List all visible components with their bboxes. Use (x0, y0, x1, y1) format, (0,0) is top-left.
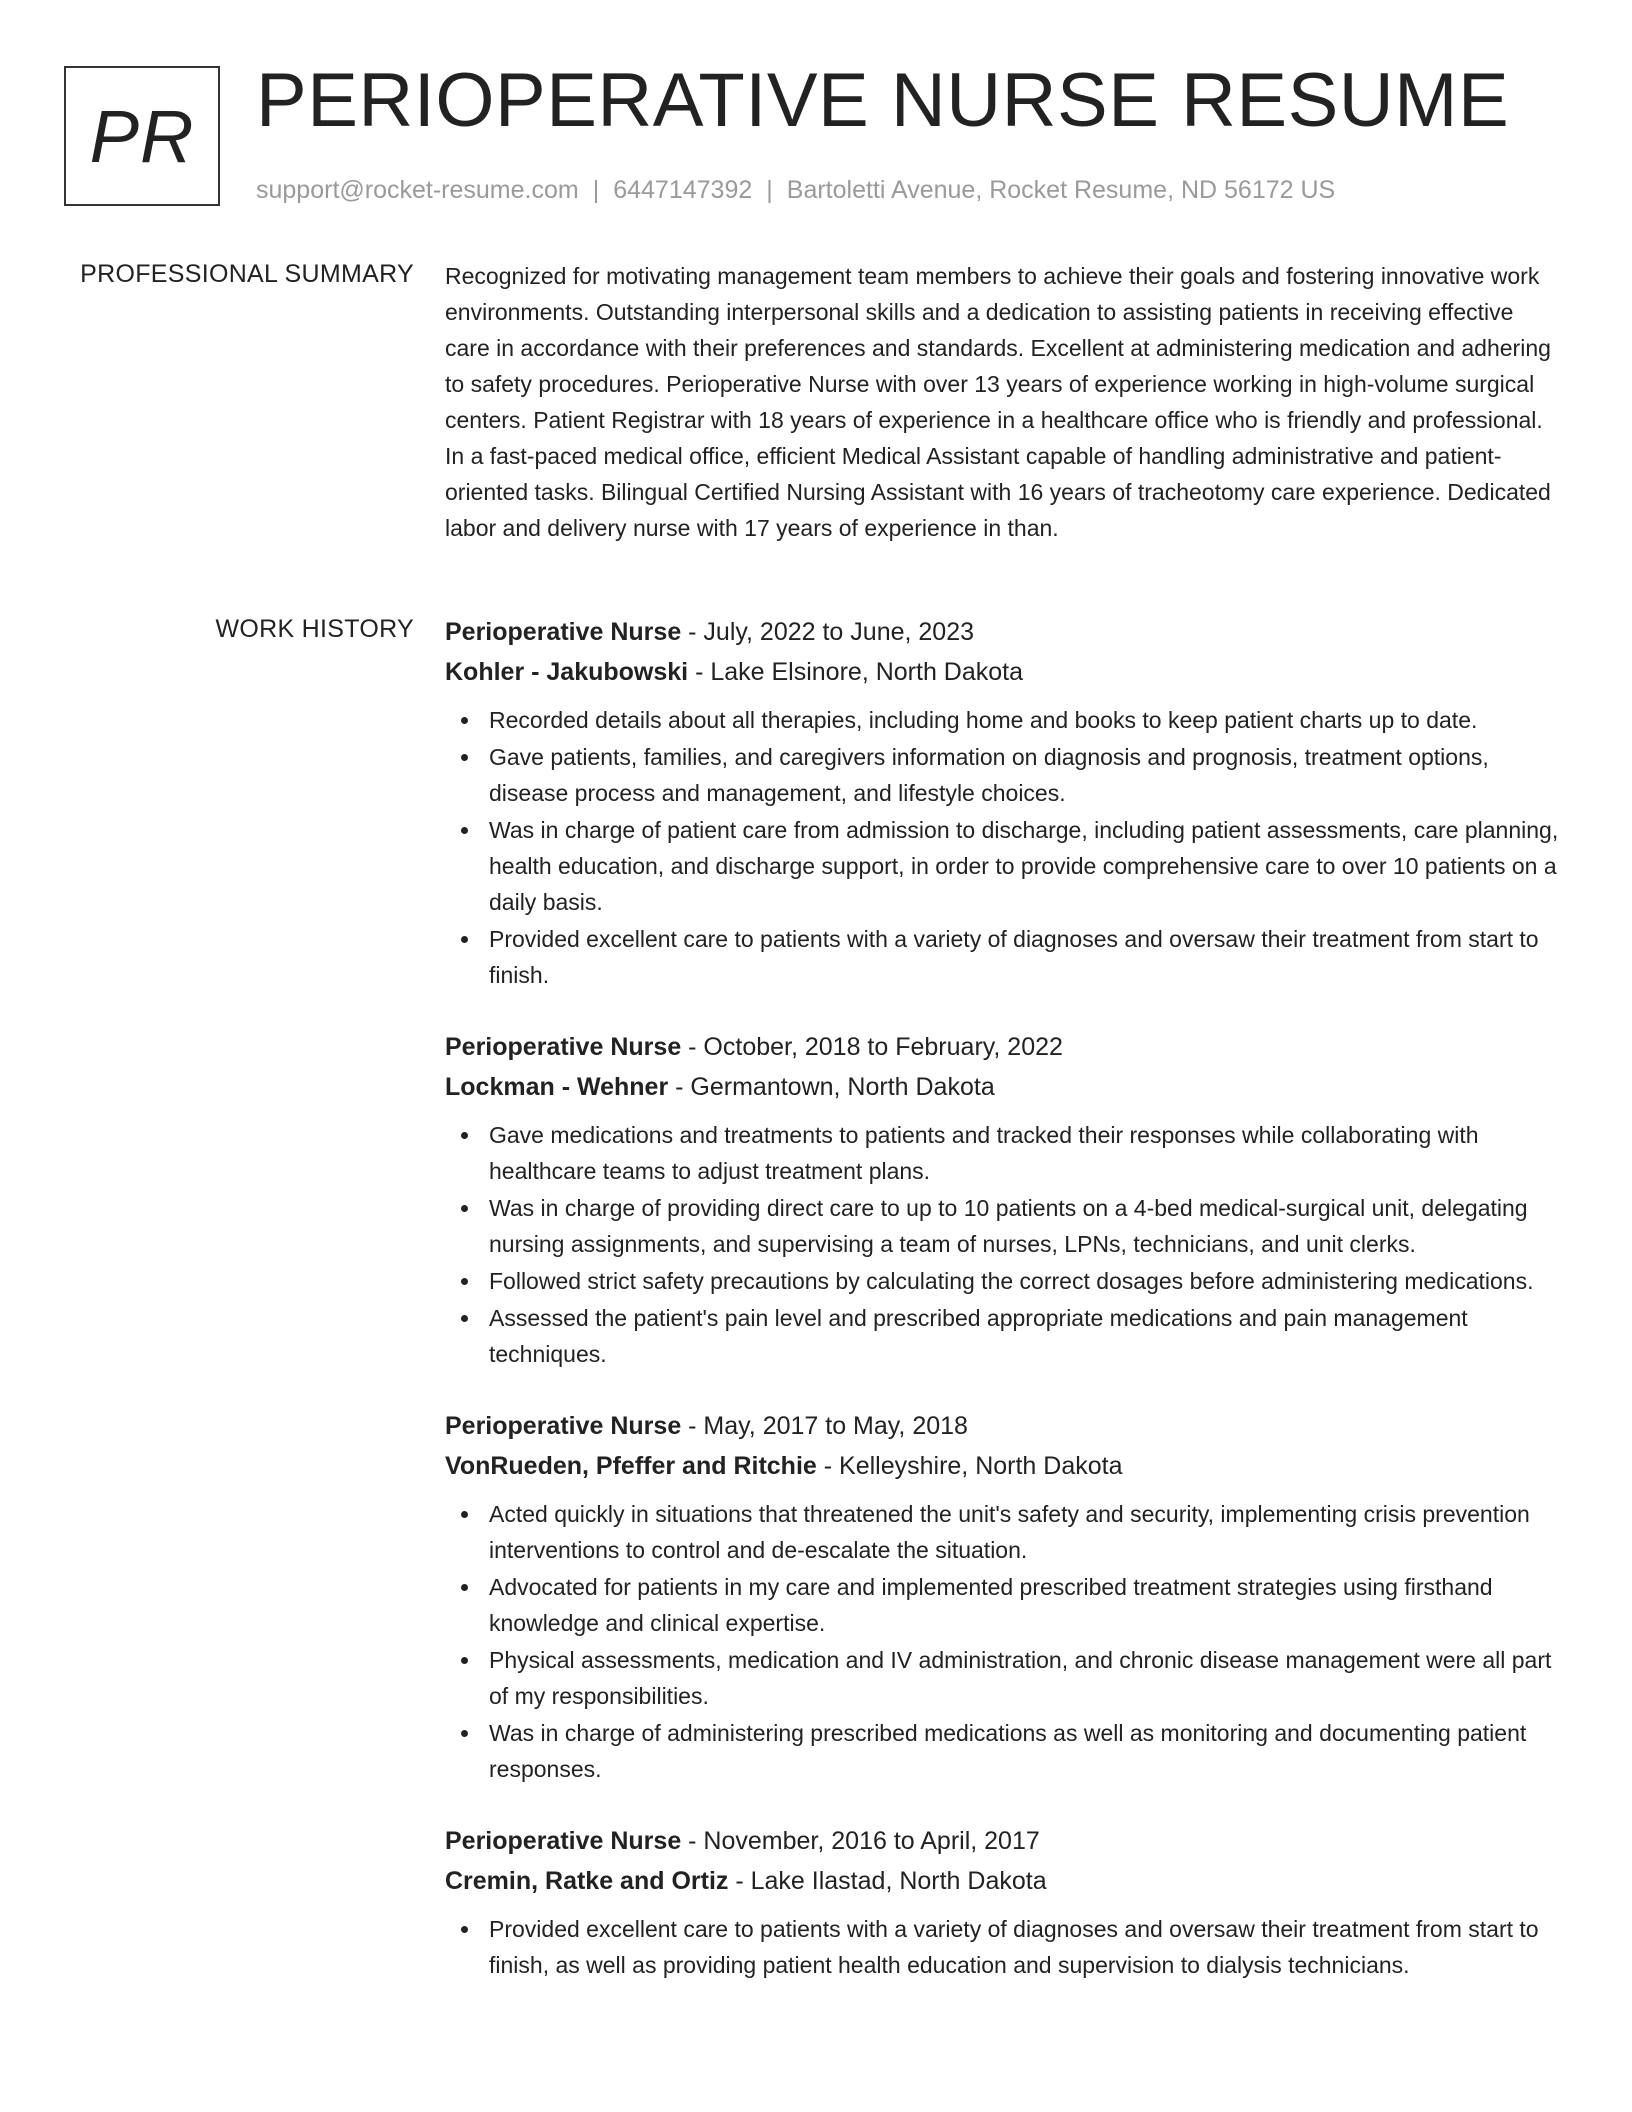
contact-separator: | (766, 176, 773, 204)
job-title: Perioperative Nurse (445, 1412, 682, 1440)
job-company: Lockman - Wehner (445, 1073, 669, 1101)
job-location: - Kelleyshire, North Dakota (816, 1452, 1123, 1480)
contact-line (256, 174, 1335, 206)
contact-address: Bartoletti Avenue, Rocket Resume, ND 56172 US (786, 176, 1336, 204)
job-bullet: Acted quickly in situations that threatened the unit's safety and security, implementing crisis prevention interventions to control and de-escalate the situation. (489, 1496, 1563, 1568)
contact-phone: 6447147392 (613, 176, 753, 204)
job-location: - Lake Elsinore, North Dakota (688, 658, 1024, 686)
job-entry (445, 612, 1563, 993)
job-title: Perioperative Nurse (445, 1033, 682, 1061)
job-bullet: Advocated for patients in my care and implemented prescribed treatment strategies using firsthand knowledge and clinical expertise. (489, 1569, 1563, 1641)
job-entry (445, 1821, 1563, 1983)
job-title-line (445, 1821, 1563, 1861)
job-bullet: Assessed the patient's pain level and prescribed appropriate medications and pain management techniques. (489, 1300, 1563, 1372)
job-company: Cremin, Ratke and Ortiz (445, 1867, 729, 1895)
job-bullet: Followed strict safety precautions by calculating the correct dosages before administering medications. (489, 1263, 1563, 1299)
job-bullets (445, 1496, 1563, 1787)
summary-text: Recognized for motivating management team members to achieve their goals and fostering innovative work environments. Outstanding interpersonal skills and a dedication to assisting patients in receiving effective care in accordance with their preferences and standards. Excellent at administering medication and adhering to safety procedures. Perioperative Nurse with over 13 years of experience working in high-volume surgical centers. Patient Registrar with 18 years of experience in a healthcare office who is friendly and professional. In a fast-paced medical office, efficient Medical Assistant capable of handling administrative and patient-oriented tasks. Bilingual Certified Nursing Assistant with 16 years of tracheotomy care experience. Dedicated labor and delivery nurse with 17 years of experience in than. (445, 263, 1551, 541)
job-company: VonRueden, Pfeffer and Ritchie (445, 1452, 817, 1480)
contact-email: support@rocket-resume.com (256, 176, 579, 204)
job-bullet: Physical assessments, medication and IV administration, and chronic disease management were all part of my responsibilities. (489, 1642, 1563, 1714)
job-location: - Lake Ilastad, North Dakota (728, 1867, 1047, 1895)
resume-title: PERIOPERATIVE NURSE RESUME (256, 58, 1510, 143)
job-bullet: Recorded details about all therapies, including home and books to keep patient charts up to date. (489, 702, 1563, 738)
job-title: Perioperative Nurse (445, 1827, 682, 1855)
job-dates: - July, 2022 to June, 2023 (681, 618, 975, 646)
job-bullet: Gave patients, families, and caregivers information on diagnosis and prognosis, treatment options, disease process and management, and lifestyle choices. (489, 739, 1563, 811)
job-entry (445, 1027, 1563, 1372)
section-label-work-history: WORK HISTORY (215, 615, 414, 643)
job-title-line (445, 612, 1563, 652)
job-dates: - October, 2018 to February, 2022 (681, 1033, 1063, 1061)
job-title-line (445, 1027, 1563, 1067)
job-location: - Germantown, North Dakota (668, 1073, 995, 1101)
job-bullet: Gave medications and treatments to patients and tracked their responses while collaborating with healthcare teams to adjust treatment plans. (489, 1117, 1563, 1189)
job-bullets (445, 702, 1563, 993)
job-dates: - November, 2016 to April, 2017 (681, 1827, 1040, 1855)
job-company-line (445, 1446, 1563, 1486)
job-bullet: Was in charge of administering prescribed medications as well as monitoring and documenting patient responses. (489, 1715, 1563, 1787)
job-bullet: Provided excellent care to patients with a variety of diagnoses and oversaw their treatment from start to finish. (489, 921, 1563, 993)
job-title: Perioperative Nurse (445, 618, 682, 646)
job-title-line (445, 1406, 1563, 1446)
job-company-line (445, 652, 1563, 692)
monogram-badge: PR (64, 66, 220, 206)
job-bullet: Was in charge of patient care from admission to discharge, including patient assessments, care planning, health education, and discharge support, in order to provide comprehensive care to over 10 patients on a daily basis. (489, 812, 1563, 920)
job-entry (445, 1406, 1563, 1787)
job-bullets (445, 1117, 1563, 1372)
work-history-list (445, 612, 1563, 2017)
job-dates: - May, 2017 to May, 2018 (681, 1412, 968, 1440)
job-company: Kohler - Jakubowski (445, 658, 689, 686)
job-bullet: Provided excellent care to patients with a variety of diagnoses and oversaw their treatment from start to finish, as well as providing patient health education and supervision to dialysis technicians. (489, 1911, 1563, 1983)
contact-separator: | (592, 176, 600, 204)
section-label-summary: PROFESSIONAL SUMMARY (80, 260, 414, 288)
job-company-line (445, 1067, 1563, 1107)
job-company-line (445, 1861, 1563, 1901)
job-bullet: Was in charge of providing direct care to up to 10 patients on a 4-bed medical-surgical unit, delegating nursing assignments, and supervising a team of nurses, LPNs, technicians, and unit clerks. (489, 1190, 1563, 1262)
job-bullets (445, 1911, 1563, 1983)
